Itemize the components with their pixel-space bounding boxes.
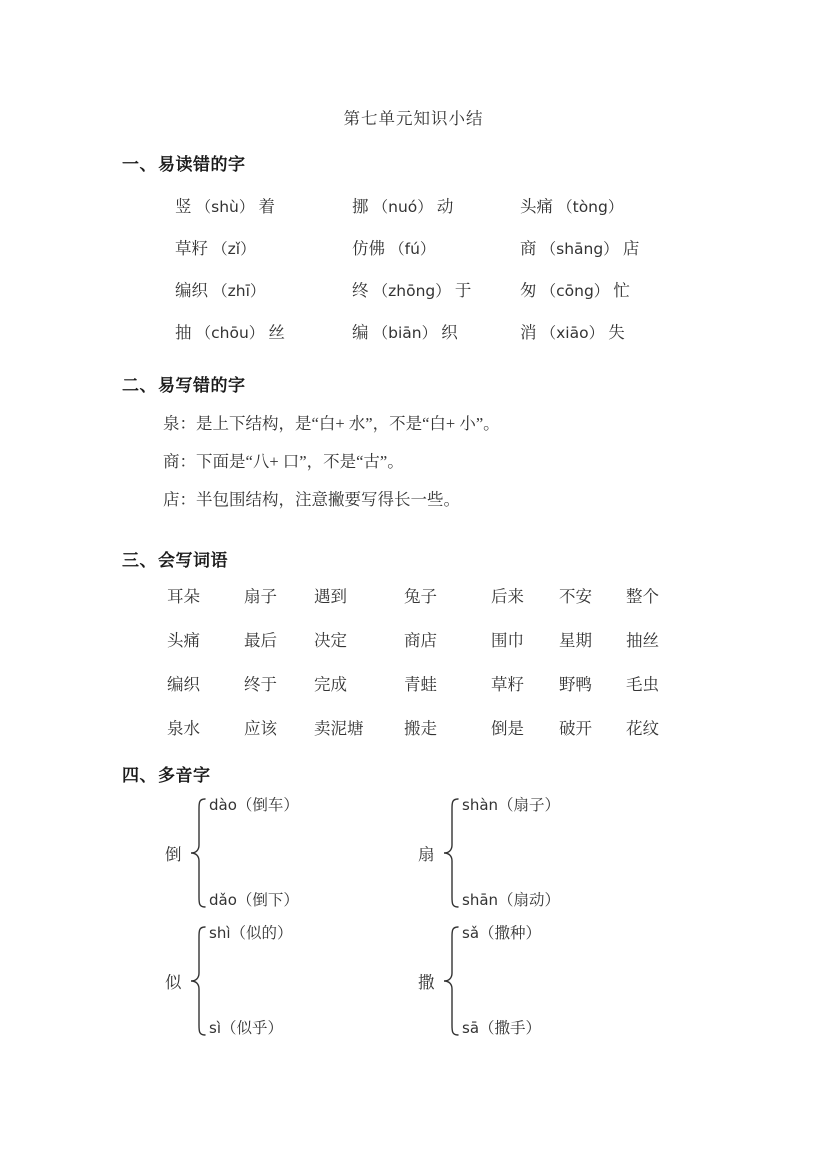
curly-brace-icon (442, 925, 460, 1037)
polyphone-pinyin: sǎ (462, 924, 480, 942)
word-item: 最后 (244, 631, 277, 650)
pinyin-entry-word-before: 商 (520, 239, 537, 258)
word-item: 后来 (491, 587, 524, 606)
word-item: 草籽 (491, 675, 524, 694)
pinyin-entry-reading: （chōu） (195, 324, 265, 342)
pinyin-row (175, 235, 695, 277)
word-item: 扇子 (244, 587, 277, 606)
pinyin-entry-word-before: 编织 (175, 281, 208, 300)
polyphone-pinyin: dǎo (209, 891, 237, 909)
word-item: 兔子 (404, 587, 437, 606)
pinyin-entry-word-before: 头痛 (520, 197, 553, 216)
pinyin-entry (520, 193, 623, 217)
polyphone-word: （倒下） (236, 892, 299, 909)
word-item: 商店 (404, 631, 437, 650)
pinyin-entry-word-before: 消 (520, 323, 537, 342)
pinyin-entry-reading: （shāng） (540, 240, 619, 258)
section-heading-2 (122, 371, 246, 396)
pinyin-entry-reading: （tòng） (557, 198, 624, 216)
pinyin-entry (175, 319, 285, 343)
polyphone-word: （扇动） (498, 892, 561, 909)
pinyin-row (175, 277, 695, 319)
notes-list (163, 410, 723, 524)
polyphone-word: （扇子） (498, 797, 561, 814)
pinyin-entry-word-before: 仿佛 (352, 239, 385, 258)
page-title: 第七单元知识小结 (343, 109, 484, 128)
word-item: 青蛙 (404, 675, 437, 694)
pinyin-entry-word-before: 草籽 (175, 239, 208, 258)
pinyin-entry-word-before: 抽 (175, 323, 192, 342)
word-item: 卖泥塘 (314, 719, 364, 738)
polyphone-reading-top (462, 793, 560, 815)
word-item: 遇到 (314, 587, 347, 606)
word-item: 泉水 (167, 719, 200, 738)
polyphone-word: （撒手） (479, 1020, 542, 1037)
curly-brace-icon (189, 797, 207, 909)
curly-brace-icon (189, 925, 207, 1037)
polyphone-character: 似 (165, 973, 182, 992)
polyphone-reading-bottom (462, 1016, 541, 1038)
word-item: 破开 (559, 719, 592, 738)
polyphone-character: 倒 (165, 845, 182, 864)
pinyin-entry-word-after: 丝 (268, 323, 285, 342)
words-row (167, 627, 677, 671)
note-line: 店：半包围结构，注意撇要写得长一些。 (163, 490, 460, 509)
polyphone-area (0, 793, 827, 1063)
polyphone-word: （似乎） (220, 1020, 283, 1037)
pinyin-row (175, 319, 695, 361)
note-line: 商：下面是“八+ 口”，不是“古”。 (163, 452, 404, 471)
polyphone-pinyin: shì (209, 924, 231, 942)
polyphone-reading-top (209, 921, 293, 943)
polyphone-group (418, 793, 718, 918)
pinyin-entry-word-after: 失 (608, 323, 625, 342)
word-item: 野鸭 (559, 675, 592, 694)
pinyin-entry (520, 277, 630, 301)
polyphone-word: （似的） (230, 925, 293, 942)
pinyin-entry-reading: （nuó） (372, 198, 433, 216)
section-number-4: 四、 (122, 766, 157, 785)
section-title-3: 会写词语 (158, 551, 228, 570)
polyphone-group (418, 921, 718, 1046)
word-item: 围巾 (491, 631, 524, 650)
pinyin-entry (520, 235, 639, 259)
pinyin-entry (175, 193, 275, 217)
word-item: 编织 (167, 675, 200, 694)
section-number-1: 一、 (122, 155, 157, 174)
polyphone-reading-top (209, 793, 299, 815)
pinyin-entry-reading: （zhī） (212, 282, 266, 300)
word-item: 整个 (626, 587, 659, 606)
pinyin-entry-reading: （zhōng） (372, 282, 451, 300)
word-item: 倒是 (491, 719, 524, 738)
words-grid (167, 583, 677, 759)
polyphone-reading-top (462, 921, 541, 943)
polyphone-pinyin: shàn (462, 796, 499, 814)
section-heading-1 (122, 150, 246, 175)
pinyin-entry-reading: （fú） (389, 240, 436, 258)
pinyin-entry-reading: （shù） (195, 198, 255, 216)
pinyin-entry-word-before: 终 (352, 281, 369, 300)
word-item: 决定 (314, 631, 347, 650)
section-title-1: 易读错的字 (158, 155, 246, 174)
polyphone-reading-bottom (462, 888, 560, 910)
words-row (167, 715, 677, 759)
pinyin-entry-word-before: 竖 (175, 197, 192, 216)
pinyin-entry-reading: （cōng） (540, 282, 610, 300)
pinyin-row (175, 193, 695, 235)
polyphone-word: （倒车） (236, 797, 299, 814)
pinyin-entry (352, 319, 458, 343)
pinyin-grid (175, 193, 695, 361)
pinyin-entry (520, 319, 625, 343)
pinyin-entry-word-before: 编 (352, 323, 369, 342)
section-title-4: 多音字 (158, 766, 211, 785)
pinyin-entry-reading: （zǐ） (212, 240, 256, 258)
word-item: 毛虫 (626, 675, 659, 694)
pinyin-entry (175, 235, 256, 259)
polyphone-word: （撒种） (479, 925, 542, 942)
word-item: 花纹 (626, 719, 659, 738)
word-item: 应该 (244, 719, 277, 738)
note-line: 泉：是上下结构，是“白+ 水”，不是“白+ 小”。 (163, 414, 500, 433)
word-item: 不安 (559, 587, 592, 606)
section-number-2: 二、 (122, 376, 157, 395)
polyphone-character: 扇 (418, 845, 435, 864)
polyphone-pinyin: sì (209, 1019, 221, 1037)
pinyin-entry-word-after: 忙 (613, 281, 630, 300)
pinyin-entry-word-before: 匆 (520, 281, 537, 300)
pinyin-entry-word-after: 店 (622, 239, 640, 258)
pinyin-entry-word-after: 着 (258, 197, 275, 216)
words-row (167, 583, 677, 627)
pinyin-entry-word-after: 动 (436, 197, 454, 216)
pinyin-entry (175, 277, 265, 301)
word-item: 完成 (314, 675, 347, 694)
pinyin-entry-word-after: 于 (454, 281, 472, 300)
section-title-2: 易写错的字 (158, 376, 246, 395)
word-item: 搬走 (404, 719, 437, 738)
section-number-3: 三、 (122, 551, 157, 570)
pinyin-entry-word-after: 织 (441, 323, 458, 342)
polyphone-reading-bottom (209, 888, 299, 910)
polyphone-pinyin: dào (209, 796, 237, 814)
polyphone-reading-bottom (209, 1016, 283, 1038)
pinyin-entry (352, 193, 453, 217)
word-item: 头痛 (167, 631, 200, 650)
polyphone-pinyin: sā (462, 1019, 480, 1037)
word-item: 抽丝 (626, 631, 659, 650)
words-row (167, 671, 677, 715)
section-heading-3 (122, 546, 228, 571)
pinyin-entry (352, 235, 435, 259)
pinyin-entry-reading: （xiāo） (540, 324, 605, 342)
pinyin-entry-reading: （biān） (372, 324, 438, 342)
pinyin-entry-word-before: 挪 (352, 197, 369, 216)
polyphone-pinyin: shān (462, 891, 499, 909)
word-item: 星期 (559, 631, 592, 650)
word-item: 耳朵 (167, 587, 200, 606)
curly-brace-icon (442, 797, 460, 909)
pinyin-entry (352, 277, 471, 301)
word-item: 终于 (244, 675, 277, 694)
polyphone-character: 撒 (418, 973, 435, 992)
section-heading-4 (122, 761, 211, 786)
